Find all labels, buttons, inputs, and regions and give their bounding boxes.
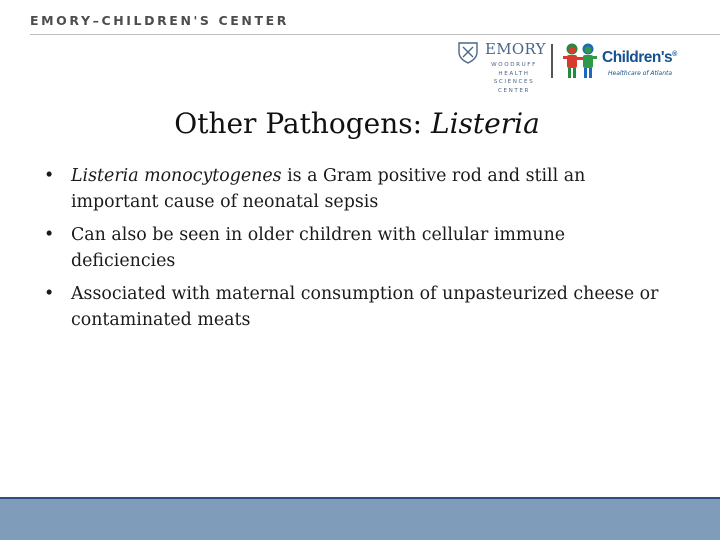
childrens-logo-name: Children's® [602, 49, 677, 66]
title-italic: Listeria [430, 107, 540, 140]
bullet-item [44, 163, 664, 215]
logo-banner [456, 40, 696, 98]
footer-bar [0, 497, 720, 540]
bullet-italic: Listeria monocytogenes [71, 166, 282, 186]
bullet-text: Associated with maternal consumption of unpasteurized cheese or contaminated meats [71, 284, 659, 330]
emory-logo-subtitle: WOODRUFF HEALTH SCIENCES CENTER [491, 62, 537, 94]
registered-mark: ® [672, 50, 677, 58]
slide-title [0, 107, 714, 140]
bullet-icon: • [44, 166, 55, 186]
bullet-icon: • [44, 284, 55, 304]
bullet-item [44, 281, 664, 333]
emory-shield-icon [458, 42, 478, 64]
bullet-item [44, 222, 664, 274]
header-divider [30, 34, 720, 35]
emory-logo-name: EMORY [485, 40, 546, 58]
childrens-logo-subtitle: Healthcare of Atlanta [608, 70, 673, 77]
logo-divider [551, 44, 553, 78]
title-plain: Other Pathogens: [174, 107, 431, 140]
bullet-text: Can also be seen in older children with cellular immune deficiencies [71, 225, 566, 271]
childrens-kids-icon [560, 41, 600, 81]
bullet-text: is a Gram positive rod and still an important cause of neonatal sepsis [71, 166, 586, 212]
bullet-icon: • [44, 225, 55, 245]
bullet-list [44, 163, 664, 340]
header-org-name: EMORY–CHILDREN'S CENTER [30, 13, 289, 28]
